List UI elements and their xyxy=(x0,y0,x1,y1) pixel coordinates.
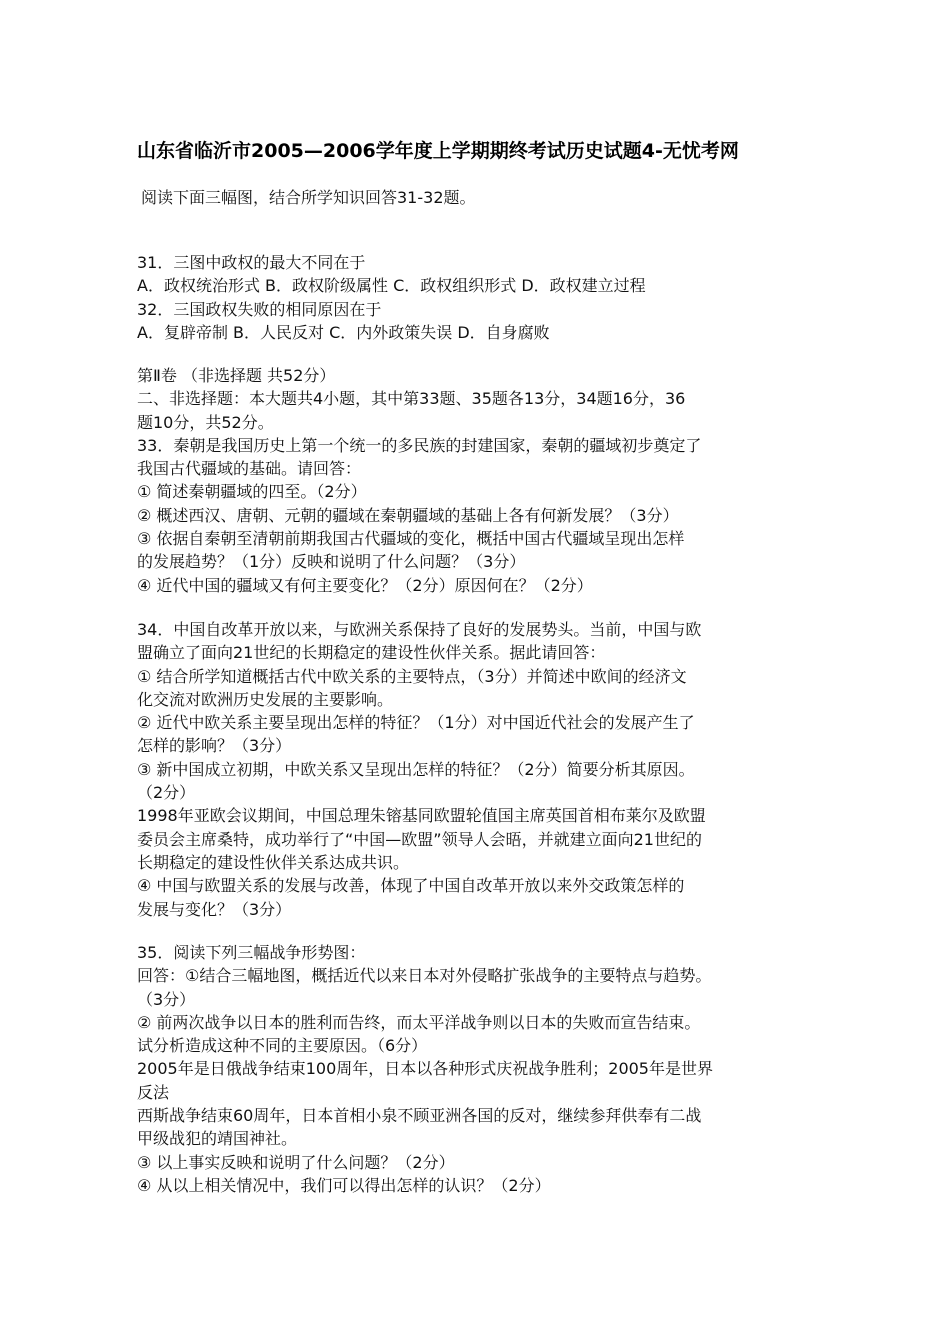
text-line: ③ 新中国成立初期，中欧关系又呈现出怎样的特征？（2分）简要分析其原因。 xyxy=(137,759,695,779)
text-line: ③ 以上事实反映和说明了什么问题？（2分） xyxy=(137,1152,455,1172)
text-line: ① 简述秦朝疆域的四至。（2分） xyxy=(137,482,367,502)
text-line: 甲级战犯的靖国神社。 xyxy=(137,1129,298,1149)
text-line: 2005年是日俄战争结束100周年，日本以各种形式庆祝战争胜利；2005年是世界 xyxy=(137,1059,713,1079)
document-title: 山东省临沂市2005—2006学年度上学期期终考试历史试题4-无忧考网 xyxy=(137,140,739,162)
section-question-35 xyxy=(137,941,837,1197)
intro-text: 阅读下面三幅图，结合所学知识回答31-32题。 xyxy=(141,188,476,207)
text-line: 我国古代疆域的基础。请回答： xyxy=(137,459,362,479)
text-line: 1998年亚欧会议期间，中国总理朱镕基同欧盟轮值国主席英国首相布莱尔及欧盟 xyxy=(137,806,706,826)
section-questions-31-32 xyxy=(137,251,837,344)
text-line: （2分） xyxy=(137,783,196,803)
text-line: 盟确立了面向21世纪的长期稳定的建设性伙伴关系。据此请回答： xyxy=(137,643,606,663)
text-line: 34．中国自改革开放以来，与欧洲关系保持了良好的发展势头。当前，中国与欧 xyxy=(137,620,702,639)
text-line: ② 前两次战争以日本的胜利而告终，而太平洋战争则以日本的失败而宣告结束。 xyxy=(137,1012,701,1032)
text-line: ② 近代中欧关系主要呈现出怎样的特征？（1分）对中国近代社会的发展产生了 xyxy=(137,713,695,733)
text-line: （3分） xyxy=(137,989,196,1009)
text-line: 怎样的影响？（3分） xyxy=(137,736,292,756)
text-line: ④ 中国与欧盟关系的发展与改善，体现了中国自改革开放以来外交政策怎样的 xyxy=(137,876,685,896)
text-line: ④ 从以上相关情况中，我们可以得出怎样的认识？（2分） xyxy=(137,1175,551,1195)
section-part-two-q33 xyxy=(137,364,837,597)
text-line: 35．阅读下列三幅战争形势图： xyxy=(137,943,366,962)
text-line: 发展与变化？（3分） xyxy=(137,899,292,919)
text-line: 题10分，共52分。 xyxy=(137,412,274,432)
section-question-34 xyxy=(137,618,837,921)
text-line: A．复辟帝制 B．人民反对 C．内外政策失误 D．自身腐败 xyxy=(137,322,550,342)
text-line: ① 结合所学知道概括古代中欧关系的主要特点，（3分）并简述中欧间的经济文 xyxy=(137,666,687,686)
text-line: 反法 xyxy=(137,1082,170,1102)
text-line: 委员会主席桑特，成功举行了“中国—欧盟”领导人会晤，并就建立面向21世纪的 xyxy=(137,829,702,849)
text-line: ② 概述西汉、唐朝、元朝的疆域在秦朝疆域的基础上各有何新发展？（3分） xyxy=(137,505,679,525)
text-line: 33．秦朝是我国历史上第一个统一的多民族的封建国家，秦朝的疆域初步奠定了 xyxy=(137,435,702,455)
text-line: 32．三国政权失败的相同原因在于 xyxy=(137,299,382,319)
text-line: 化交流对欧洲历史发展的主要影响。 xyxy=(137,689,394,709)
text-line: 西斯战争结束60周年，日本首相小泉不顾亚洲各国的反对，继续参拜供奉有二战 xyxy=(137,1106,702,1126)
text-line: 试分析造成这种不同的主要原因。（6分） xyxy=(137,1036,428,1056)
text-line: 长期稳定的建设性伙伴关系达成共识。 xyxy=(137,852,410,872)
text-line: A．政权统治形式 B．政权阶级属性 C．政权组织形式 D．政权建立过程 xyxy=(137,276,646,296)
text-line: ③ 依据自秦朝至清朝前期我国古代疆域的变化，概括中国古代疆域呈现出怎样 xyxy=(137,529,685,549)
text-line: 31．三图中政权的最大不同在于 xyxy=(137,253,366,272)
text-line: 二、非选择题：本大题共4小题，其中第33题、35题各13分，34题16分，36 xyxy=(137,389,686,409)
text-line: 的发展趋势？（1分）反映和说明了什么问题？（3分） xyxy=(137,552,526,572)
text-line: 第Ⅱ卷 （非选择题 共52分） xyxy=(137,366,336,385)
text-line: ④ 近代中国的疆域又有何主要变化？（2分）原因何在？（2分） xyxy=(137,575,593,595)
text-line: 回答：①结合三幅地图，概括近代以来日本对外侵略扩张战争的主要特点与趋势。 xyxy=(137,966,712,986)
